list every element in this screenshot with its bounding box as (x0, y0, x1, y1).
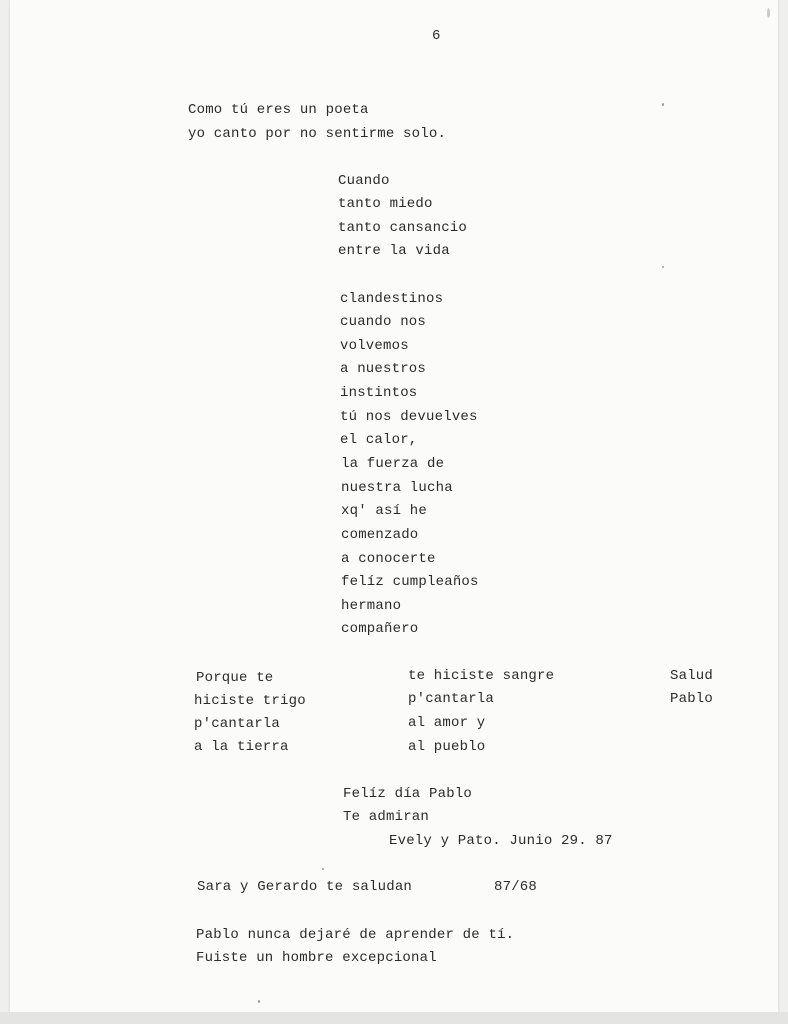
stanza-2-line: volvemos (340, 338, 409, 354)
stanza-1-line: tanto cansancio (338, 220, 468, 236)
middle-column-line: te hiciste sangre (408, 668, 555, 684)
sara-gerardo-line: Sara y Gerardo te saludan (197, 879, 413, 895)
closing-line-1: Pablo nunca dejaré de aprender de tí. (196, 927, 515, 943)
scan-bottom-edge (0, 1012, 788, 1024)
greeting-line-2: Te admiran (343, 809, 430, 825)
left-column-line: p'cantarla (194, 716, 281, 732)
stanza-2-line: comenzado (341, 527, 419, 543)
middle-column-line: al amor y (408, 715, 486, 731)
paper-speck (662, 103, 664, 106)
opening-line-2: yo canto por no sentirme solo. (188, 126, 447, 142)
stanza-2-line: clandestinos (340, 291, 444, 307)
paper-speck (767, 8, 770, 18)
stanza-2-line: hermano (341, 598, 402, 614)
closing-line-2: Fuiste un hombre excepcional (196, 950, 437, 966)
stanza-2-line: el calor, (340, 432, 418, 448)
left-column-line: hiciste trigo (194, 693, 306, 709)
page-number: 6 (432, 28, 441, 44)
stanza-2-line: la fuerza de (341, 456, 445, 472)
stanza-2-line: a conocerte (341, 551, 436, 567)
paper-speck (662, 266, 664, 268)
opening-line-1: Como tú eres un poeta (188, 102, 369, 118)
stanza-2-line: cuando nos (340, 314, 427, 330)
stanza-2-line: nuestra lucha (341, 480, 453, 496)
left-column-line: a la tierra (194, 739, 289, 755)
stanza-2-line: felíz cumpleaños (341, 574, 479, 590)
stanza-1-line: Cuando (338, 173, 390, 189)
typed-page (10, 0, 778, 1012)
stanza-1-line: entre la vida (338, 243, 450, 259)
sara-gerardo-code: 87/68 (494, 879, 538, 895)
left-column-line: Porque te (196, 670, 274, 686)
paper-speck (322, 868, 324, 870)
right-column-line: Salud (670, 668, 714, 684)
middle-column-line: p'cantarla (408, 691, 495, 707)
stanza-2-line: xq' así he (341, 503, 428, 519)
greeting-line-1: Felíz día Pablo (343, 786, 473, 802)
stanza-2-line: compañero (341, 621, 419, 637)
middle-column-line: al pueblo (408, 739, 486, 755)
paper-speck (258, 1000, 260, 1003)
stanza-2-line: instintos (340, 385, 418, 401)
stanza-2-line: tú nos devuelves (340, 409, 478, 425)
right-column-line: Pablo (670, 691, 714, 707)
stanza-2-line: a nuestros (340, 361, 427, 377)
greeting-signature: Evely y Pato. Junio 29. 87 (389, 833, 613, 849)
stanza-1-line: tanto miedo (338, 196, 433, 212)
